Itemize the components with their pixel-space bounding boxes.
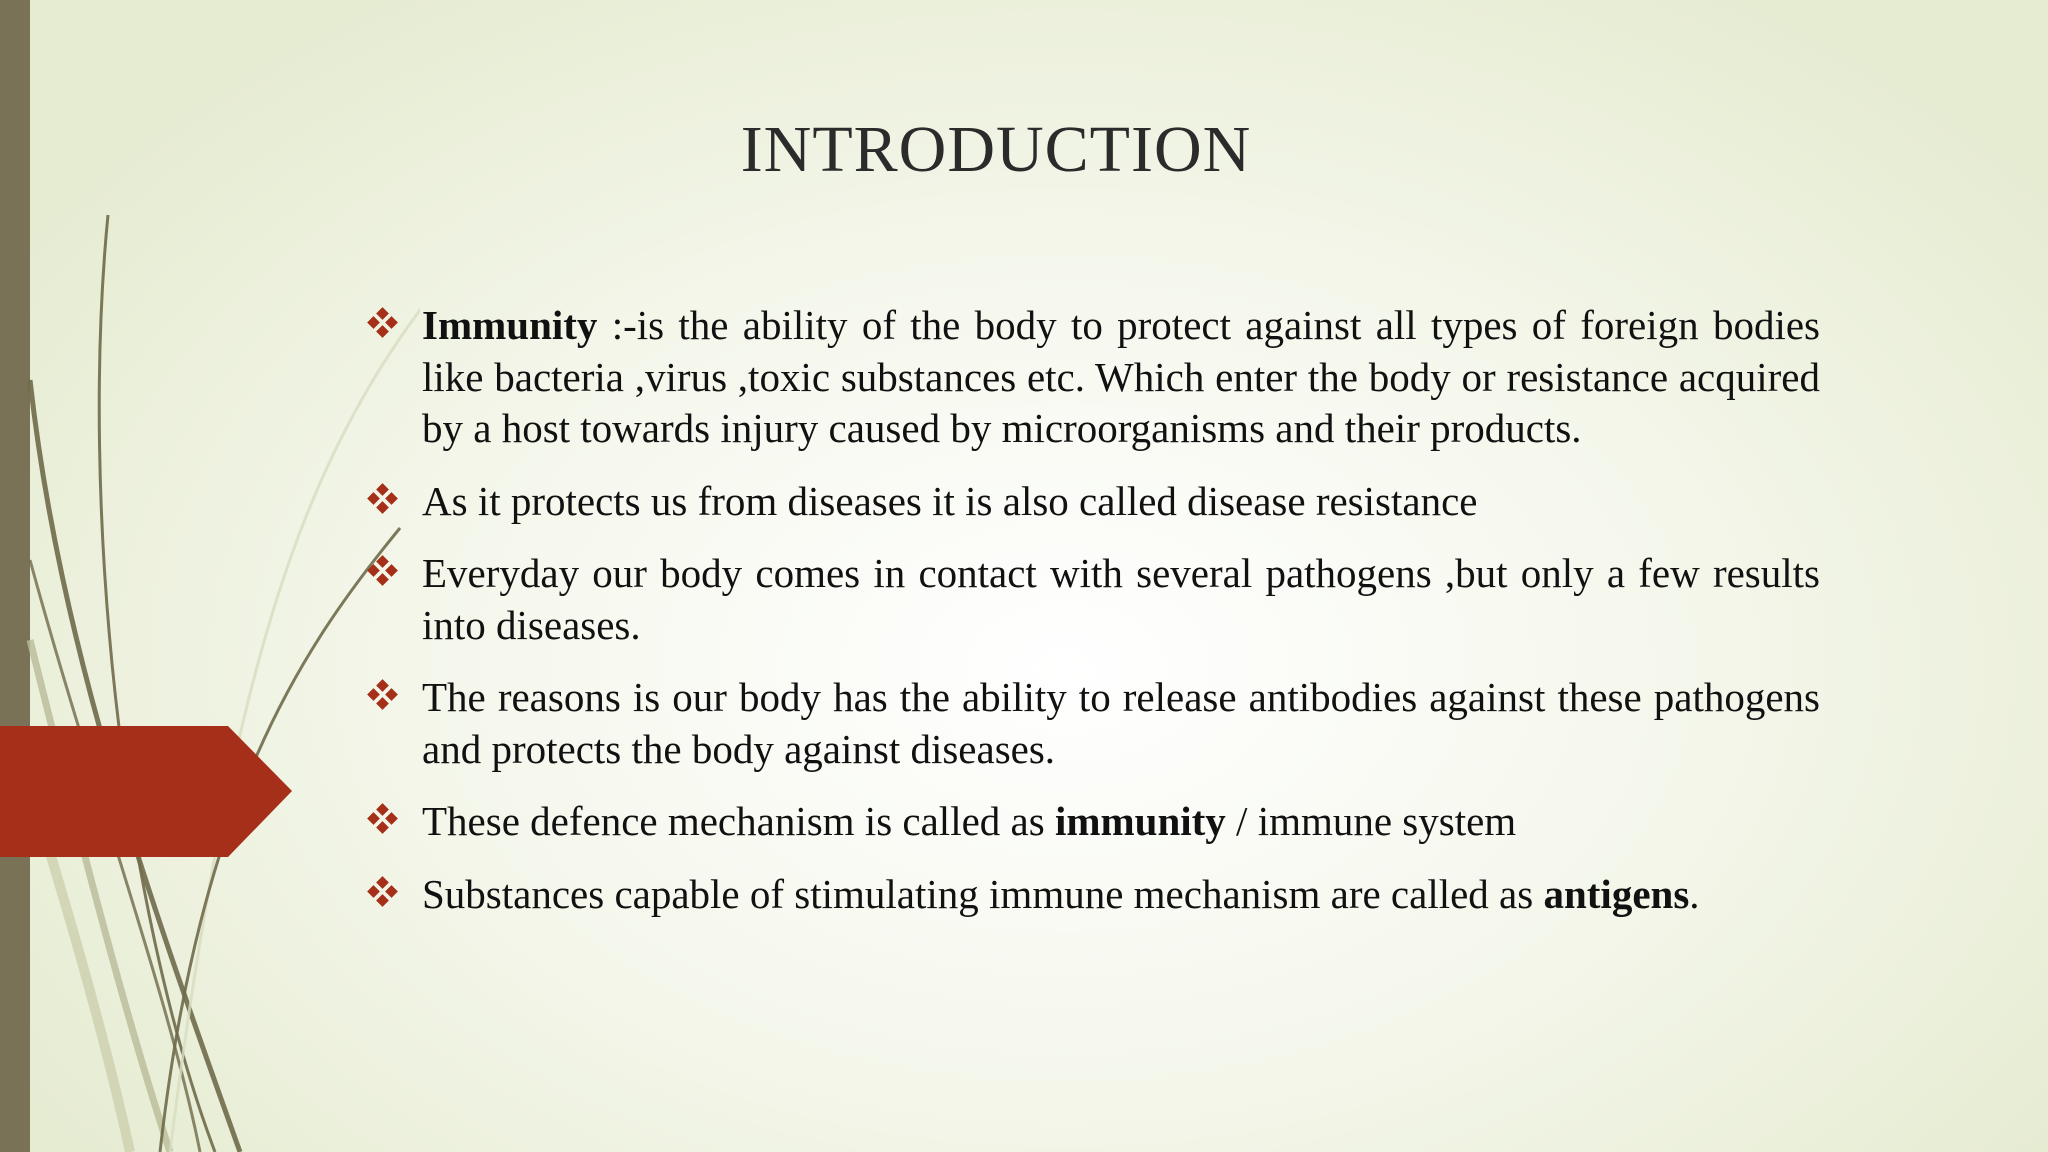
diamond-bullet-icon	[366, 306, 400, 340]
slide-title-text: INTRODUCTION	[740, 113, 1252, 186]
bullet-1-bold: Immunity	[422, 302, 598, 348]
bullet-5-after: / immune system	[1225, 798, 1517, 844]
bullet-item-2	[366, 476, 1820, 528]
bullet-item-1	[366, 300, 1820, 455]
bullet-3-text: Everyday our body comes in contact with several pathogens ,but only a few results into diseases.	[422, 550, 1820, 648]
bullet-item-5	[366, 796, 1820, 848]
bullet-item-6	[366, 869, 1820, 921]
diamond-bullet-icon	[366, 802, 400, 836]
bullet-5-before: These defence mechanism is called as	[422, 798, 1055, 844]
bullet-2-text: As it protects us from diseases it is also called disease resistance	[422, 477, 1478, 524]
bullet-6-bold: antigens	[1543, 870, 1690, 917]
bullet-item-3	[366, 548, 1820, 651]
diamond-bullet-icon	[366, 554, 400, 588]
bullet-6-before: Substances capable of stimulating immune mechanism are called as	[422, 870, 1544, 917]
red-arrow-tab	[0, 726, 292, 857]
bullet-item-4	[366, 672, 1820, 775]
bullet-5-bold: immunity	[1054, 798, 1226, 844]
slide-title	[0, 112, 2048, 188]
bullet-list	[366, 300, 1820, 941]
diamond-bullet-icon	[366, 678, 400, 712]
diamond-bullet-icon	[366, 875, 400, 909]
bullet-1-text: :-is the ability of the body to protect against all types of foreign bodies like bacteria ,virus ,toxic substances etc. Which enter the body or resistance acquired by a host towards injury caused by microorganisms and their products.	[422, 302, 1820, 451]
bullet-4-text: The reasons is our body has the ability to release antibodies against these pathogens and protects the body against diseases.	[422, 674, 1820, 772]
bullet-6-after: .	[1689, 870, 1700, 917]
diamond-bullet-icon	[366, 482, 400, 516]
